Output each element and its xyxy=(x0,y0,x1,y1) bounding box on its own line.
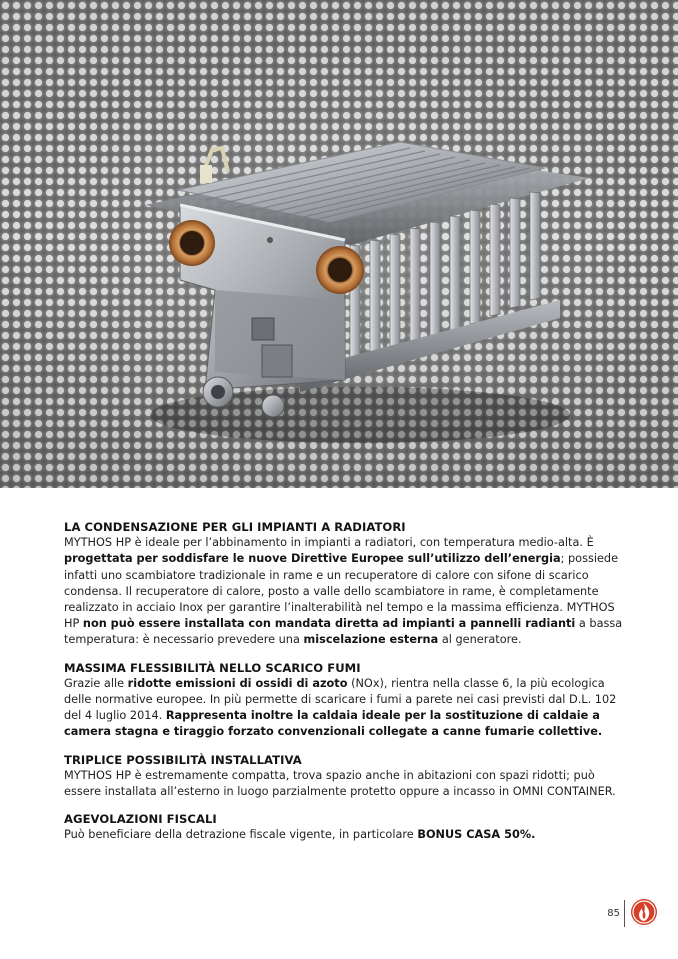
section-text: MYTHOS HP è ideale per l’abbinamento in impianti a radiatori, con temperatura medio-alta. È progettata per soddisfare le nuove Direttive Europee sull’utilizzo dell’energia; possiede infatti uno scambiatore tradizionale in rame e un recuperatore di calore con sifone di scarico condensa. Il recuperatore di calore, posto a valle dello scambiatore in rame, è completamente realizzato in acciaio Inox per garantire l’inalterabilità nel tempo e la massima efficienza. MYTHOS HP non può essere installata con mandata diretta ad impianti a pannelli radianti a bassa temperatura: è necessario prevedere una miscelazione esterna al generatore. xyxy=(64,536,623,647)
section-heading: MASSIMA FLESSIBILITÀ NELLO SCARICO FUMI xyxy=(64,660,361,675)
section-text: MYTHOS HP è estremamente compatta, trova spazio anche in abitazioni con spazi ridotti; può essere installata all’esterno in luogo parzialmente protetto oppure a incasso in OMNI CONTAINER. xyxy=(64,768,616,799)
flame-logo-icon xyxy=(630,898,658,926)
page-number: 85 xyxy=(607,908,620,919)
content-body xyxy=(64,519,624,855)
section-scarico-fumi xyxy=(64,660,624,741)
section-heading: LA CONDENSAZIONE PER GLI IMPIANTI A RADIATORI xyxy=(64,520,406,534)
footer-divider xyxy=(624,900,625,927)
section-installativa xyxy=(64,752,624,801)
section-heading: AGEVOLAZIONI FISCALI xyxy=(64,812,217,827)
section-text: Può beneficiare della detrazione fiscale vigente, in particolare BONUS CASA 50%. xyxy=(64,828,536,842)
section-condensazione xyxy=(64,519,624,649)
section-heading: TRIPLICE POSSIBILITÀ INSTALLATIVA xyxy=(64,752,302,767)
section-agevolazioni xyxy=(64,811,624,843)
section-text: Grazie alle ridotte emissioni di ossidi di azoto (NOx), rientra nella classe 6, la più ecologica delle normative europee. In più permette di scaricare i fumi a parete nei casi previsti dal D.L. 102 del 4 luglio 2014. Rappresenta inoltre la caldaia ideale per la sostituzione di caldaie a camera stagna e tiraggio forzato convenzionali collegate a canne fumarie collettive. xyxy=(64,676,617,739)
